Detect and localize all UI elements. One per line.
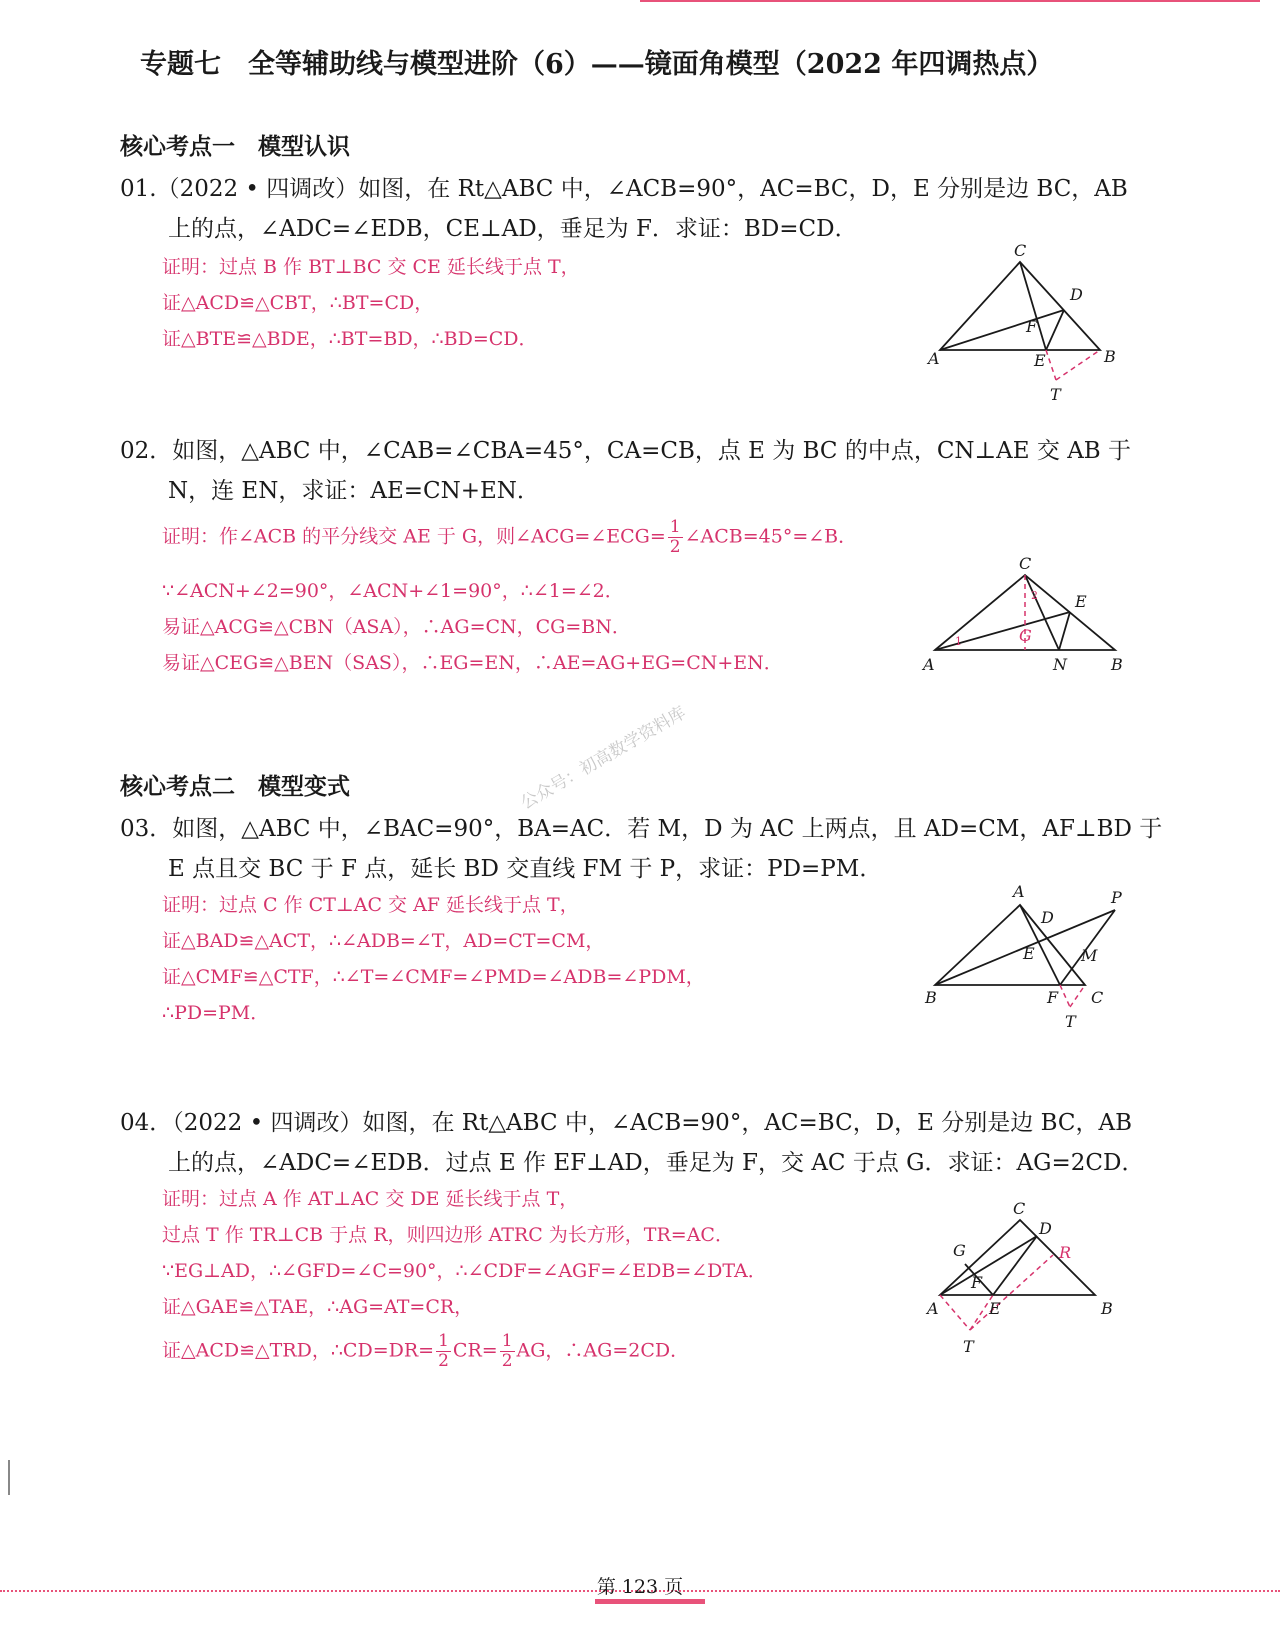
problem-1-line-1: 01.（2022 • 四调改）如图，在 Rt△ABC 中，∠ACB=90°，AC=BC，D，E 分别是边 BC，AB	[120, 176, 1128, 202]
problem-4-proof-4: 证△GAE≌△TAE，∴AG=AT=CR，	[162, 1296, 474, 1318]
problem-3-line-2: E 点且交 BC 于 F 点，延长 BD 交直线 FM 于 P，求证：PD=PM．	[168, 856, 883, 882]
problem-2-proof-1-pre: 证明：作∠ACB 的平分线交 AE 于 G，则∠ACG=∠ECG=	[162, 525, 666, 548]
fig1-label-b: B	[1104, 347, 1116, 366]
section-heading-1: 核心考点一 模型认识	[120, 133, 350, 160]
problem-2-line-2: N，连 EN，求证：AE=CN+EN．	[168, 478, 540, 504]
problem-2-proof-1	[162, 518, 857, 557]
page-number-bar	[595, 1599, 705, 1604]
fig4-label-b: B	[1101, 1299, 1113, 1318]
fig3-label-p: P	[1111, 888, 1122, 907]
problem-4-proof-5-a: 证△ACD≌△TRD，∴CD=DR=	[162, 1339, 435, 1362]
fraction-numerator: 1	[501, 1331, 513, 1351]
fig4-label-g: G	[953, 1241, 966, 1260]
fig3-label-a: A	[1013, 882, 1025, 901]
problem-1-proof-2: 证△ACD≌△CBT，∴BT=CD，	[162, 292, 434, 314]
fraction-denominator: 2	[501, 1351, 513, 1371]
fraction-denominator: 2	[438, 1351, 449, 1371]
fraction-denominator: 2	[669, 537, 681, 557]
problem-4-fraction-2	[500, 1332, 515, 1371]
problem-4-proof-5-b: CR=	[452, 1339, 498, 1362]
problem-4-proof-1: 证明：过点 A 作 AT⊥AC 交 DE 延长线于点 T，	[162, 1188, 579, 1210]
fig3-label-d: D	[1041, 908, 1054, 927]
watermark: 公众号：初高数学资料库	[517, 702, 690, 814]
fig2-label-g: G	[1019, 626, 1032, 645]
fig2-label-c: C	[1019, 554, 1032, 573]
problem-3-proof-2: 证△BAD≌△ACT，∴∠ADB=∠T，AD=CT=CM，	[162, 930, 605, 952]
fig3-label-t: T	[1065, 1012, 1076, 1031]
page-title: 专题七 全等辅助线与模型进阶（6）——镜面角模型（2022 年四调热点）	[140, 49, 1054, 80]
fig4-label-f: F	[971, 1273, 983, 1292]
fig4-label-e: E	[989, 1299, 1001, 1318]
problem-4-proof-5	[162, 1332, 689, 1371]
problem-2-proof-4: 易证△CEG≌△BEN（SAS），∴EG=EN，∴AE=AG+EG=CN+EN．	[162, 652, 783, 674]
fig1-line-ed	[1046, 310, 1064, 350]
fig1-label-e: E	[1034, 351, 1046, 370]
fig2-label-2: 2	[1031, 589, 1038, 602]
problem-1-proof-1: 证明：过点 B 作 BT⊥BC 交 CE 延长线于点 T，	[162, 256, 580, 278]
fig3-label-m: M	[1081, 946, 1098, 965]
fig3-line-tc	[1070, 985, 1085, 1007]
fig3-line-ft	[1060, 985, 1070, 1007]
fraction-numerator: 1	[438, 1331, 449, 1351]
fig4-line-at	[940, 1295, 970, 1330]
problem-3-proof-3: 证△CMF≌△CTF，∴∠T=∠CMF=∠PMD=∠ADB=∠PDM，	[162, 966, 705, 988]
fig4-label-r: R	[1059, 1243, 1072, 1262]
fig1-label-d: D	[1070, 285, 1083, 304]
fig2-label-n: N	[1053, 655, 1067, 674]
fig3-label-b: B	[925, 988, 937, 1007]
figure-2	[915, 554, 1123, 705]
figure-4	[925, 1200, 1115, 1370]
figure-1	[920, 240, 1120, 420]
fig1-line-et	[1046, 350, 1056, 380]
problem-4-fraction-1	[436, 1332, 451, 1371]
fig4-label-a: A	[927, 1299, 939, 1318]
top-border-line	[640, 0, 1260, 2]
fig4-label-c: C	[1013, 1199, 1026, 1218]
fraction-numerator: 1	[669, 517, 681, 537]
problem-2-fraction	[668, 518, 683, 557]
problem-4-line-1: 04．（2022 • 四调改）如图，在 Rt△ABC 中，∠ACB=90°，AC=BC，D，E 分别是边 BC，AB	[120, 1110, 1133, 1136]
fig4-line-tr	[970, 1255, 1053, 1330]
fig1-label-c: C	[1014, 241, 1027, 260]
problem-2-proof-2: ∵∠ACN+∠2=90°，∠ACN+∠1=90°，∴∠1=∠2．	[162, 580, 624, 602]
fig4-line-de	[993, 1236, 1037, 1295]
problem-2-line-1: 02．如图，△ABC 中，∠CAB=∠CBA=45°，CA=CB，点 E 为 BC 的中点，CN⊥AE 交 AB 于	[120, 438, 1132, 464]
fig2-label-b: B	[1111, 655, 1123, 674]
problem-3-proof-4: ∴PD=PM．	[162, 1002, 270, 1024]
problem-1-proof-3: 证△BTE≌△BDE，∴BT=BD，∴BD=CD．	[162, 328, 538, 350]
problem-1-line-2: 上的点，∠ADC=∠EDB，CE⊥AD，垂足为 F．求证：BD=CD．	[168, 216, 858, 242]
fig1-line-tb	[1056, 350, 1100, 380]
page-number: 第 123 页	[596, 1576, 684, 1598]
problem-4-proof-3: ∵EG⊥AD，∴∠GFD=∠C=90°，∴∠CDF=∠AGF=∠EDB=∠DTA．	[162, 1260, 767, 1282]
fig2-line-en	[1059, 612, 1070, 650]
fig2-label-a: A	[923, 655, 935, 674]
problem-4-proof-2: 过点 T 作 TR⊥CB 于点 R，则四边形 ATRC 为长方形，TR=AC．	[162, 1224, 734, 1246]
scan-edge-mark	[8, 1460, 10, 1495]
problem-4-proof-5-c: AG，∴AG=2CD．	[516, 1339, 690, 1362]
problem-4-line-2: 上的点，∠ADC=∠EDB．过点 E 作 EF⊥AD，垂足为 F，交 AC 于点 G．求证：AG=2CD．	[168, 1150, 1145, 1176]
problem-2-proof-3: 易证△ACG≌△CBN（ASA），∴AG=CN，CG=BN．	[162, 616, 631, 638]
fig3-label-c: C	[1091, 988, 1104, 1007]
fig3-triangle-abc	[935, 905, 1085, 985]
problem-3-proof-1: 证明：过点 C 作 CT⊥AC 交 AF 延长线于点 T，	[162, 894, 579, 916]
fig4-label-t: T	[963, 1337, 974, 1356]
fig2-label-1: 1	[955, 635, 962, 648]
figure-3	[915, 882, 1122, 1045]
fig3-label-f: F	[1047, 988, 1059, 1007]
fig1-label-a: A	[928, 349, 940, 368]
section-heading-2: 核心考点二 模型变式	[120, 773, 350, 800]
fig1-label-t: T	[1050, 385, 1061, 404]
fig1-label-f: F	[1026, 317, 1038, 336]
problem-3-line-1: 03．如图，△ABC 中，∠BAC=90°，BA=AC．若 M，D 为 AC 上两点，且 AD=CM，AF⊥BD 于	[120, 816, 1163, 842]
fig1-triangle-abc	[940, 262, 1100, 350]
fig2-label-e: E	[1075, 592, 1087, 611]
fig4-label-d: D	[1039, 1219, 1052, 1238]
fig3-label-e: E	[1023, 944, 1035, 963]
problem-2-proof-1-post: ∠ACB=45°=∠B．	[684, 525, 858, 548]
